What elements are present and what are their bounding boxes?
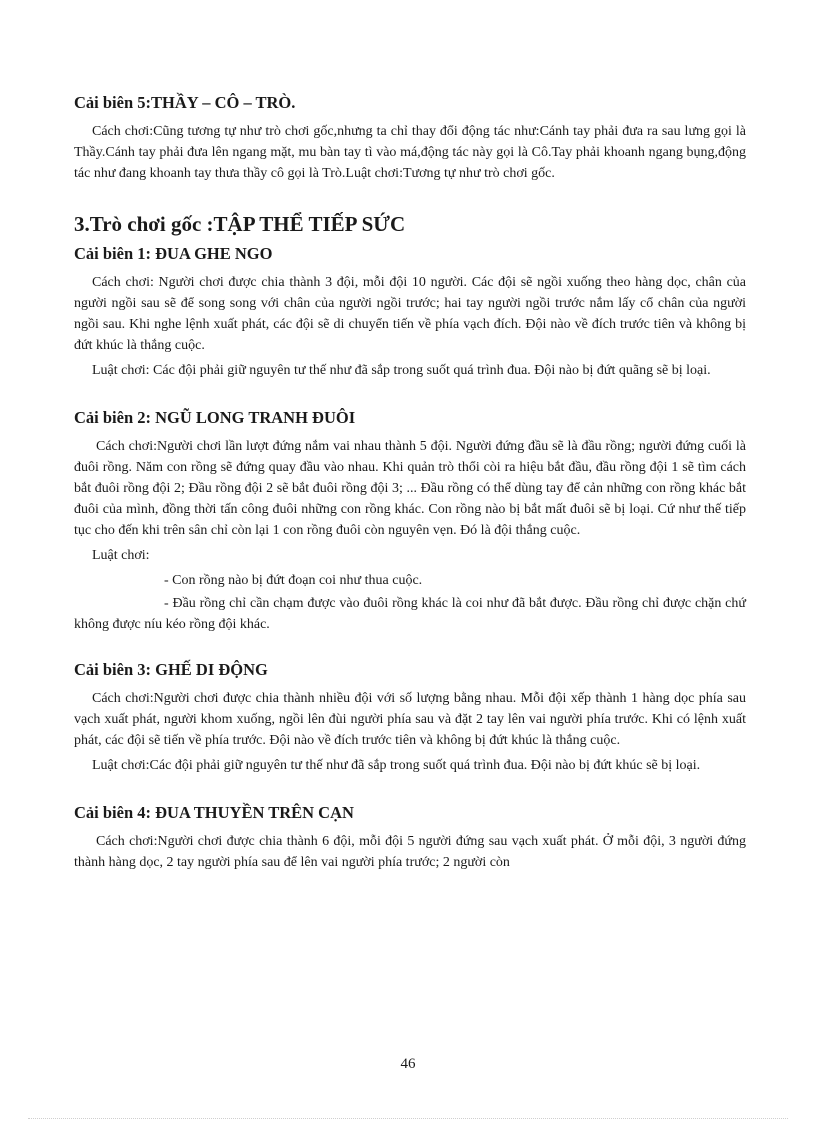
paragraph-cach-choi: Cách chơi:Người chơi được chia thành nhiều đội với số lượng bằng nhau. Mỗi đội xếp thành 1 hàng dọc phía sau vạch xuất phát, người khom xuống, ngồi lên đùi người phía sau và đặt 2 tay lên vai người phía trước. Khi có lệnh xuất phát, các đội sẽ tiến về phía trước. Đội nào về đích trước tiên và không bị đứt khúc là thắng cuộc. bbox=[74, 691, 746, 748]
paragraph-cach-choi: Cách chơi:Cũng tương tự như trò chơi gốc,nhưng ta chỉ thay đổi động tác như:Cánh tay phải đưa ra sau lưng gọi là Thầy.Cánh tay phải đưa lên ngang mặt, mu bàn tay tì vào má,động tác này gọi là Cô.Tay phải khoanh ngang bụng,động tác như đang khoanh tay thưa thầy cô gọi là Trò.Luật chơi:Tương tự như trò chơi gốc. bbox=[74, 124, 746, 181]
paragraph-cach-choi: Cách chơi:Người chơi lần lượt đứng nắm vai nhau thành 5 đội. Người đứng đầu sẽ là đầu rồng; người đứng cuối là đuôi rồng. Năm con rồng sẽ đứng quay đầu vào nhau. Khi quản trò thổi còi ra hiệu bắt đầu, đầu rồng đội 1 sẽ tìm cách bắt đuôi rồng đội 2; Đầu rồng đội 2 sẽ bắt đuôi rồng đội 3; ... Đầu rồng có thể dùng tay để cản những con rồng khác bắt đuôi của mình, đồng thời tấn công đuôi những con rồng khác. Con rồng nào bị bắt mất đuôi sẽ bị loại. Cứ như thế tiếp tục cho đến khi trên sân chỉ còn lại 1 con rồng đuôi còn nguyên vẹn. Đó là đội thắng cuộc. bbox=[74, 439, 746, 538]
paragraph-luat-choi: Luật chơi: Các đội phải giữ nguyên tư thế như đã sắp trong suốt quá trình đua. Đội nào bị đứt quãng sẽ bị loại. bbox=[92, 363, 711, 378]
paragraph-cach-choi: Cách chơi:Người chơi được chia thành 6 đội, mỗi đội 5 người đứng sau vạch xuất phát. Ở mỗi đội, 3 người đứng thành hàng dọc, 2 tay người phía sau để lên vai người phía trước; 2 người còn bbox=[74, 834, 746, 870]
section-heading-dua-ghe-ngo: Cải biên 1: ĐUA GHE NGO bbox=[74, 244, 273, 263]
document-page bbox=[74, 92, 746, 877]
section-heading-ngu-long-tranh-duoi: Cải biên 2: NGŨ LONG TRANH ĐUÔI bbox=[74, 408, 356, 427]
paragraph-luat-choi: Luật chơi: bbox=[92, 548, 150, 563]
rule-item: - Đầu rồng chỉ cần chạm được vào đuôi rồng khác là coi như đã bắt được. Đầu rồng chỉ được chặn chứ không được níu kéo rồng đội khác. bbox=[74, 596, 746, 632]
paragraph-cach-choi: Cách chơi: Người chơi được chia thành 3 đội, mỗi đội 10 người. Các đội sẽ ngồi xuống theo hàng dọc, chân của người ngồi sau sẽ để song song với chân của người ngồi trước; hai tay người ngồi trước nắm lấy cổ chân của người ngồi sau. Khi nghe lệnh xuất phát, các đội sẽ di chuyển tiến về phía vạch đích. Đội nào về đích trước tiên và không bị đứt khúc là thắng cuộc. bbox=[74, 275, 746, 353]
section-heading-ghe-di-dong: Cải biên 3: GHẾ DI ĐỘNG bbox=[74, 660, 268, 679]
page-bottom-divider bbox=[28, 1118, 788, 1119]
section-heading-dua-thuyen-tren-can: Cải biên 4: ĐUA THUYỀN TRÊN CẠN bbox=[74, 803, 354, 822]
page-number: 46 bbox=[400, 1056, 416, 1072]
paragraph-luat-choi: Luật chơi:Các đội phải giữ nguyên tư thế như đã sắp trong suốt quá trình đua. Đội nào bị đứt khúc sẽ bị loại. bbox=[92, 758, 701, 773]
section-heading-cai-bien-5: Cải biên 5:THẦY – CÔ – TRÒ. bbox=[74, 93, 296, 112]
rule-item: - Con rồng nào bị đứt đoạn coi như thua cuộc. bbox=[164, 573, 423, 588]
game-title-tap-the-tiep-suc: 3.Trò chơi gốc :TẬP THỂ TIẾP SỨC bbox=[74, 212, 406, 236]
